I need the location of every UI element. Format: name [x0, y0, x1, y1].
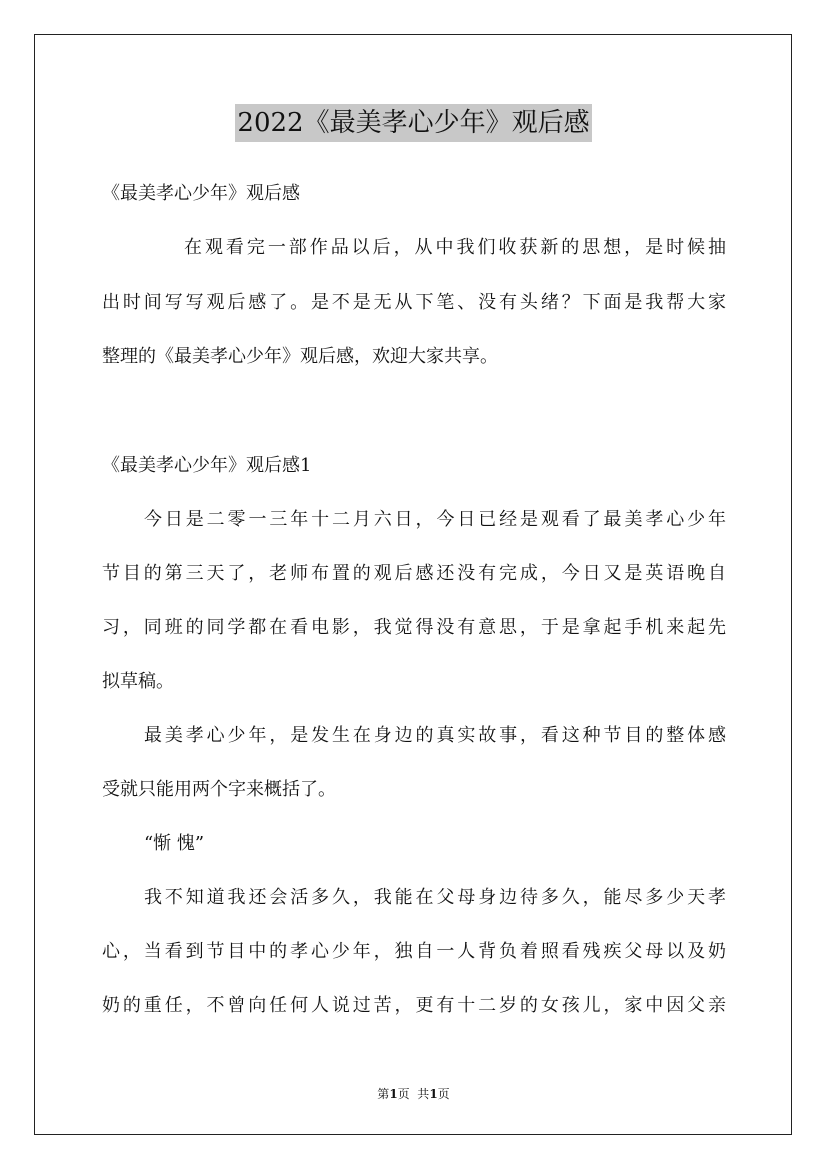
- para2-line-1: 最美孝心少年，是发生在身边的真实故事，看这种节目的整体感: [144, 725, 726, 746]
- document-title: 2022《最美孝心少年》观后感: [235, 104, 591, 142]
- para3-line-1: 我不知道我还会活多久，我能在父母身边待多久，能尽多少天孝: [144, 887, 726, 908]
- para3-line-3: 奶的重任，不曾向任何人说过苦，更有十二岁的女孩儿，家中因父亲: [102, 995, 726, 1016]
- quote-line: “惭 愧”: [144, 833, 205, 854]
- para1-line-1: 今日是二零一三年十二月六日，今日已经是观看了最美孝心少年: [144, 509, 726, 530]
- para1-line-2: 节目的第三天了，老师布置的观后感还没有完成，今日又是英语晚自: [102, 563, 726, 584]
- footer-middle: 页 共: [397, 1087, 430, 1101]
- title-container: [0, 104, 827, 142]
- intro-line-2: 出时间写写观后感了。是不是无从下笔、没有头绪？下面是我帮大家: [102, 292, 726, 313]
- intro-line-1: 在观看完一部作品以后，从中我们收获新的思想，是时候抽: [184, 237, 726, 258]
- footer-suffix: 页: [437, 1087, 450, 1101]
- para3-line-2: 心，当看到节目中的孝心少年，独自一人背负着照看残疾父母以及奶: [102, 941, 726, 962]
- section-heading: 《最美孝心少年》观后感1: [102, 455, 312, 476]
- footer-page-total: 1: [429, 1087, 438, 1101]
- para1-line-4: 拟草稿。: [102, 671, 174, 692]
- document-subtitle: 《最美孝心少年》观后感: [102, 183, 300, 204]
- footer-page-number: 1: [389, 1087, 398, 1101]
- page-footer: [0, 1086, 827, 1102]
- footer-prefix: 第: [377, 1087, 390, 1101]
- intro-line-3: 整理的《最美孝心少年》观后感，欢迎大家共享。: [102, 346, 498, 367]
- para1-line-3: 习，同班的同学都在看电影，我觉得没有意思，于是拿起手机来起先: [102, 617, 726, 638]
- para2-line-2: 受就只能用两个字来概括了。: [102, 779, 336, 800]
